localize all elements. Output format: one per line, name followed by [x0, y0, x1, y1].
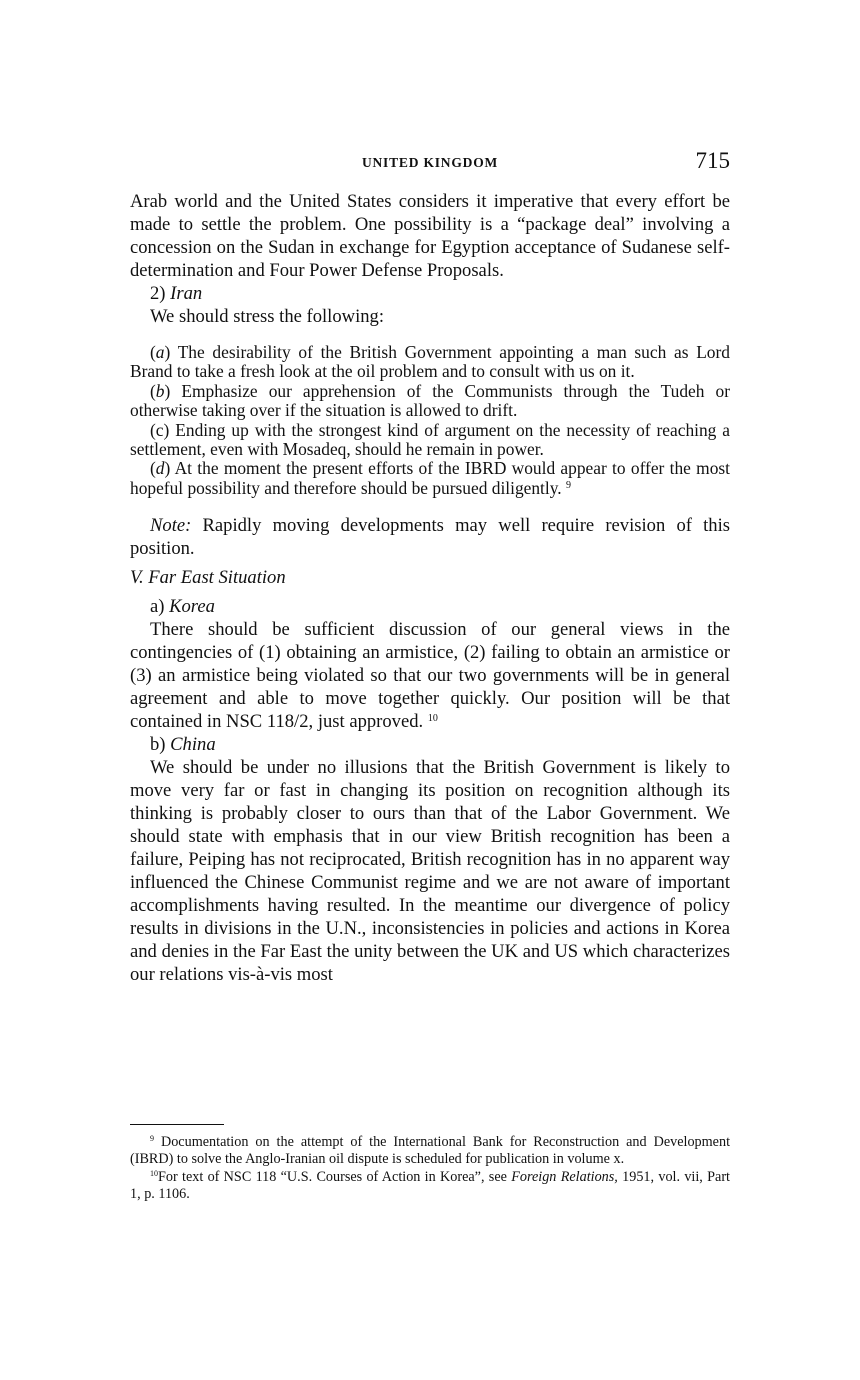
list-item-text: Emphasize our apprehension of the Communists through the Tudeh or otherwise taking over if the situation is allowed to drift.: [130, 380, 730, 421]
list-item-text: The desirability of the British Government appointing a man such as Lord Brand to take a fresh look at the oil problem and to consult with us on it.: [130, 342, 730, 382]
list-item-text: At the moment the present efforts of the IBRD would appear to offer the most hopeful possibility and therefore should be pursued diligently.: [130, 458, 730, 498]
korea-paragraph-text: There should be sufficient discussion of our general views in the contingencies of (1) obtaining an armistice, (2) failing to obtain an armistice or (3) an armistice being violated so that our two governments will be in general agreement and able to move together quickly. Our position will be that contained in NSC 118/2, just approved.: [130, 619, 730, 733]
footnote-9: [130, 1134, 730, 1169]
iran-intro: We should stress the following:: [150, 306, 385, 327]
footnote-number: 10: [150, 1168, 158, 1178]
list-item: (c) Ending up with the strongest kind of argument on the necessity of reaching a settlement, even with Mosadeq, should he remain in power.: [130, 419, 730, 460]
iran-heading: [130, 282, 730, 305]
iran-points-list: [130, 343, 730, 498]
main-text: [130, 190, 730, 986]
footnote-text: Documentation on the attempt of the International Bank for Reconstruction and Development (IBRD) to solve the Anglo-Iranian oil dispute is scheduled for publication in volume x.: [130, 1134, 731, 1168]
page-header: [130, 148, 730, 178]
footnote-ref: 9: [565, 479, 571, 491]
list-marker: a: [155, 342, 165, 362]
china-heading-title: China: [170, 734, 216, 756]
note-label: Note:: [150, 515, 192, 537]
footnote-ref: 10: [427, 713, 438, 725]
footnote-number: 9: [150, 1134, 154, 1143]
footnote-citation-title: Foreign Relations,: [511, 1168, 618, 1185]
note-paragraph: [130, 514, 730, 560]
list-item-text: Ending up with the strongest kind of argument on the necessity of reaching a settlement, even with Mosadeq, should he remain in power.: [130, 419, 730, 460]
far-east-heading: V. Far East Situation: [130, 567, 286, 589]
korea-paragraph: [130, 618, 730, 733]
korea-heading: [130, 595, 730, 618]
footnote-text: For text of NSC 118 “U.S. Courses of Action in Korea”, see: [158, 1168, 512, 1185]
footnote-divider: [130, 1124, 224, 1125]
list-marker: b: [155, 380, 165, 401]
footnote-text: 1951, vol. vii, Part 1, p. 1106.: [130, 1168, 730, 1203]
list-marker: c: [155, 419, 164, 440]
korea-heading-number: a): [150, 596, 165, 618]
note-text: Rapidly moving developments may well require revision of this position.: [130, 515, 730, 560]
list-item: (a) The desirability of the British Government appointing a man such as Lord Brand to take a fresh look at the oil problem and to consult with us on it.: [130, 342, 730, 382]
list-marker: d: [155, 458, 165, 479]
opening-paragraph: Arab world and the United States considers it imperative that every effort be made to settle the problem. One possibility is a “package deal” involving a concession on the Sudan in exchange for Egyption acceptance of Sudanese self-determination and Four Power Defense Proposals.: [130, 191, 730, 281]
china-paragraph: We should be under no illusions that the British Government is likely to move very far or fast in changing its position on recognition although its thinking is probably closer to ours than that of the Labor Government. We should state with emphasis that in our view British recognition has been a failure, Peiping has not reciprocated, British recognition has in no apparent way influenced the Chinese Communist regime and we are not aware of important accomplishments having resulted. In the meantime our divergence of policy results in divisions in the U.N., inconsistencies in policies and actions in Korea and denies in the Far East the unity between the UK and US which characterizes our relations vis-à-vis most: [130, 757, 730, 986]
list-item: (d) At the moment the present efforts of the IBRD would appear to offer the most hopeful possibility and therefore should be pursued diligently. $^9$: [130, 458, 730, 498]
iran-heading-number: 2): [150, 283, 166, 304]
footnotes: [130, 1134, 730, 1204]
page-number: 715: [695, 148, 730, 173]
iran-heading-title: Iran: [170, 283, 203, 304]
china-heading-number: b): [150, 734, 166, 756]
korea-heading-title: Korea: [169, 596, 215, 618]
list-item: (b) Emphasize our apprehension of the Communists through the Tudeh or otherwise taking over if the situation is allowed to drift.: [130, 380, 730, 421]
china-heading: [130, 733, 730, 756]
footnote-10: [130, 1169, 730, 1204]
running-head: UNITED KINGDOM: [361, 155, 499, 170]
